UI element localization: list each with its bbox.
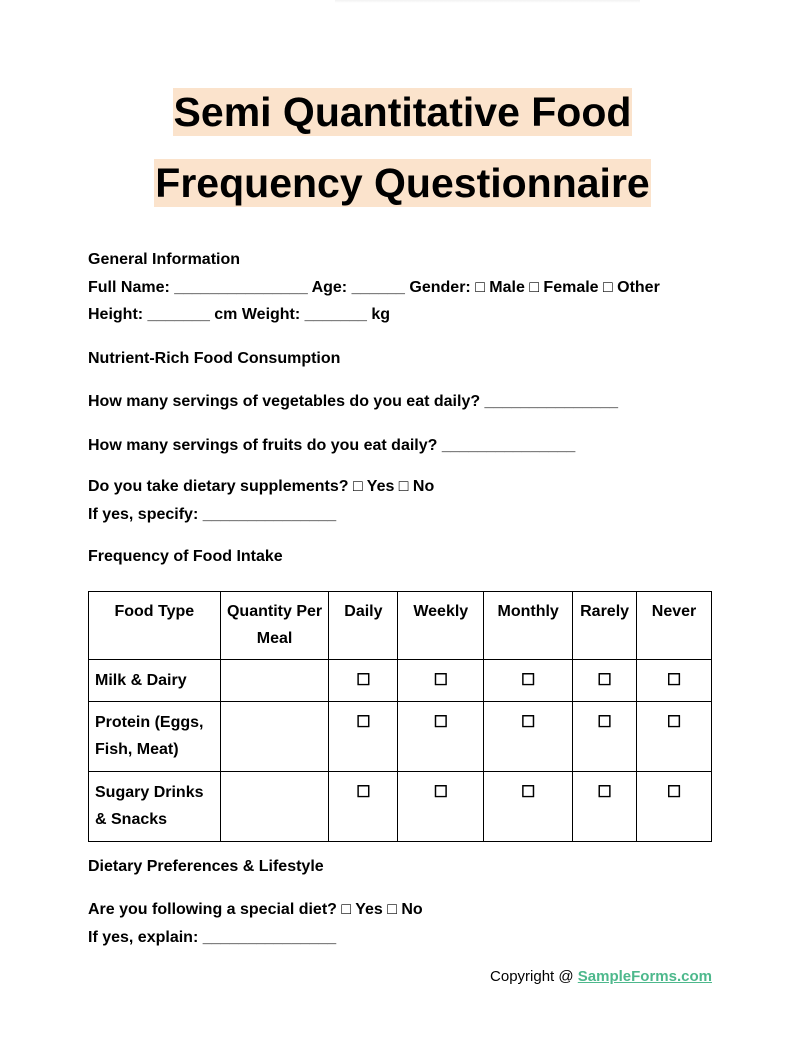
frequency-table (88, 591, 712, 842)
weekly-checkbox[interactable]: ☐ (398, 771, 484, 841)
monthly-checkbox[interactable]: ☐ (484, 659, 573, 701)
rarely-checkbox[interactable]: ☐ (573, 771, 637, 841)
body-measurements-line: Height: _______ cm Weight: _______ kg (88, 306, 391, 323)
nutrient-heading: Nutrient-Rich Food Consumption (88, 349, 341, 367)
header-food-type: Food Type (89, 591, 221, 659)
daily-checkbox[interactable]: ☐ (329, 771, 398, 841)
header-weekly: Weekly (398, 591, 484, 659)
special-diet-question: Are you following a special diet? □ Yes □ No (88, 901, 423, 918)
page-title (0, 88, 805, 207)
supplements-specify: If yes, specify: _______________ (88, 505, 337, 523)
vegetables-question: How many servings of vegetables do you eat daily? _______________ (88, 393, 619, 410)
weekly-checkbox[interactable]: ☐ (398, 659, 484, 701)
never-checkbox[interactable]: ☐ (637, 701, 712, 771)
table-row (89, 659, 712, 701)
supplements-question: Do you take dietary supplements? □ Yes □ No (88, 478, 435, 495)
copyright-prefix: Copyright @ (490, 968, 578, 985)
header-quantity: Quantity Per Meal (220, 591, 329, 659)
lifestyle-heading: Dietary Preferences & Lifestyle (88, 857, 324, 875)
personal-details-line: Full Name: _______________ Age: ______ Gender: □ Male □ Female □ Other (88, 278, 660, 296)
weekly-checkbox[interactable]: ☐ (398, 701, 484, 771)
food-type-cell: Sugary Drinks & Snacks (89, 771, 221, 841)
brand-link[interactable]: SampleForms.com (577, 968, 712, 985)
quantity-cell[interactable] (220, 659, 329, 701)
header-never: Never (637, 591, 712, 659)
monthly-checkbox[interactable]: ☐ (484, 771, 573, 841)
fruits-question: How many servings of fruits do you eat daily? _______________ (88, 436, 576, 454)
header-rarely: Rarely (573, 591, 637, 659)
frequency-heading: Frequency of Food Intake (88, 548, 283, 565)
never-checkbox[interactable]: ☐ (637, 771, 712, 841)
daily-checkbox[interactable]: ☐ (329, 659, 398, 701)
table-row (89, 701, 712, 771)
table-row (89, 771, 712, 841)
table-header-row (89, 591, 712, 659)
rarely-checkbox[interactable]: ☐ (573, 701, 637, 771)
title-line-1: Semi Quantitative Food (173, 89, 632, 135)
food-type-cell: Milk & Dairy (89, 659, 221, 701)
form-body (88, 246, 712, 951)
special-diet-explain: If yes, explain: _______________ (88, 928, 337, 946)
top-edge-shadow (335, 0, 640, 3)
never-checkbox[interactable]: ☐ (637, 659, 712, 701)
daily-checkbox[interactable]: ☐ (329, 701, 398, 771)
quantity-cell[interactable] (220, 771, 329, 841)
header-monthly: Monthly (484, 591, 573, 659)
rarely-checkbox[interactable]: ☐ (573, 659, 637, 701)
copyright-footer (490, 968, 712, 985)
title-line-2: Frequency Questionnaire (155, 160, 650, 206)
monthly-checkbox[interactable]: ☐ (484, 701, 573, 771)
general-info-heading: General Information (88, 251, 241, 268)
quantity-cell[interactable] (220, 701, 329, 771)
header-daily: Daily (329, 591, 398, 659)
food-type-cell: Protein (Eggs, Fish, Meat) (89, 701, 221, 771)
